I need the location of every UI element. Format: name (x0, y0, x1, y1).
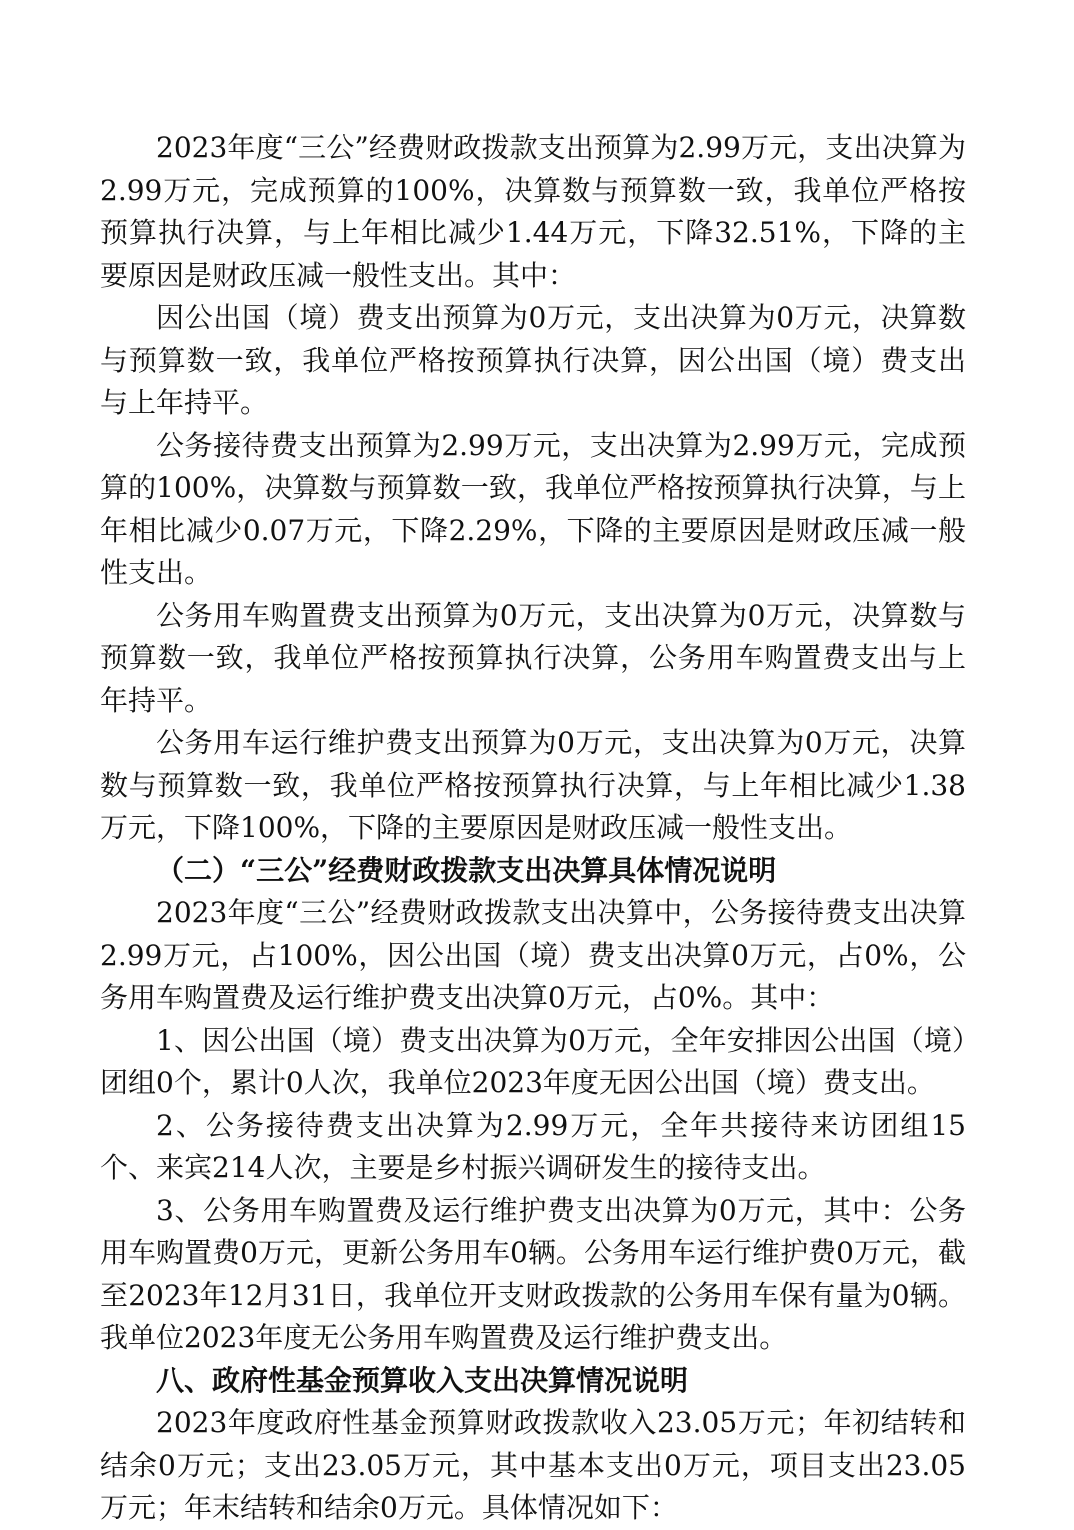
section-heading-government-fund: 八、政府性基金预算收入支出决算情况说明 (156, 1363, 689, 1397)
list-item-overseas-travel: 1、因公出国（境）费支出决算为0万元，全年安排因公出国（境）团组0个，累计0人次，我单位2023年度无因公出国（境）费支出。 (100, 1023, 966, 1099)
section-heading-sangong-details: （二）“三公”经费财政拨款支出决算具体情况说明 (156, 853, 777, 887)
document-page (100, 127, 966, 1530)
paragraph-vehicle-maintenance: 公务用车运行维护费支出预算为0万元，支出决算为0万元，决算数与预算数一致，我单位严格按预算执行决算，与上年相比减少1.38万元，下降100%，下降的主要原因是财政压减一般性支出。 (100, 726, 966, 844)
paragraph-vehicle-purchase: 公务用车购置费支出预算为0万元，支出决算为0万元，决算数与预算数一致，我单位严格按预算执行决算，公务用车购置费支出与上年持平。 (100, 598, 966, 717)
paragraph-overseas-travel: 因公出国（境）费支出预算为0万元，支出决算为0万元，决算数与预算数一致，我单位严格按预算执行决算，因公出国（境）费支出与上年持平。 (100, 301, 966, 419)
list-item-reception: 2、公务接待费支出决算为2.99万元，全年共接待来访团组15个、来宾214人次，主要是乡村振兴调研发生的接待支出。 (100, 1108, 966, 1184)
paragraph-government-fund-summary: 2023年度政府性基金预算财政拨款收入23.05万元；年初结转和结余0万元；支出23.05万元，其中基本支出0万元，项目支出23.05万元；年末结转和结余0万元。具体情况如下： (100, 1406, 966, 1524)
paragraph-official-reception: 公务接待费支出预算为2.99万元，支出决算为2.99万元，完成预算的100%，决算数与预算数一致，我单位严格按预算执行决算，与上年相比减少0.07万元，下降2.29%，下降的主要原因是财政压减一般性支出。 (100, 428, 966, 589)
paragraph-sangong-final-accounts: 2023年度“三公”经费财政拨款支出决算中，公务接待费支出决算2.99万元，占100%，因公出国（境）费支出决算0万元，占0%，公务用车购置费及运行维护费支出决算0万元，占0%。其中： (100, 896, 966, 1014)
list-item-vehicles: 3、公务用车购置费及运行维护费支出决算为0万元，其中：公务用车购置费0万元，更新公务用车0辆。公务用车运行维护费0万元，截至2023年12月31日，我单位开支财政拨款的公务用车保有量为0辆。我单位2023年度无公务用车购置费及运行维护费支出。 (100, 1193, 966, 1354)
paragraph-sangong-budget-summary: 2023年度“三公”经费财政拨款支出预算为2.99万元，支出决算为2.99万元，完成预算的100%，决算数与预算数一致，我单位严格按预算执行决算，与上年相比减少1.44万元，下降32.51%，下降的主要原因是财政压减一般性支出。其中： (100, 131, 966, 292)
